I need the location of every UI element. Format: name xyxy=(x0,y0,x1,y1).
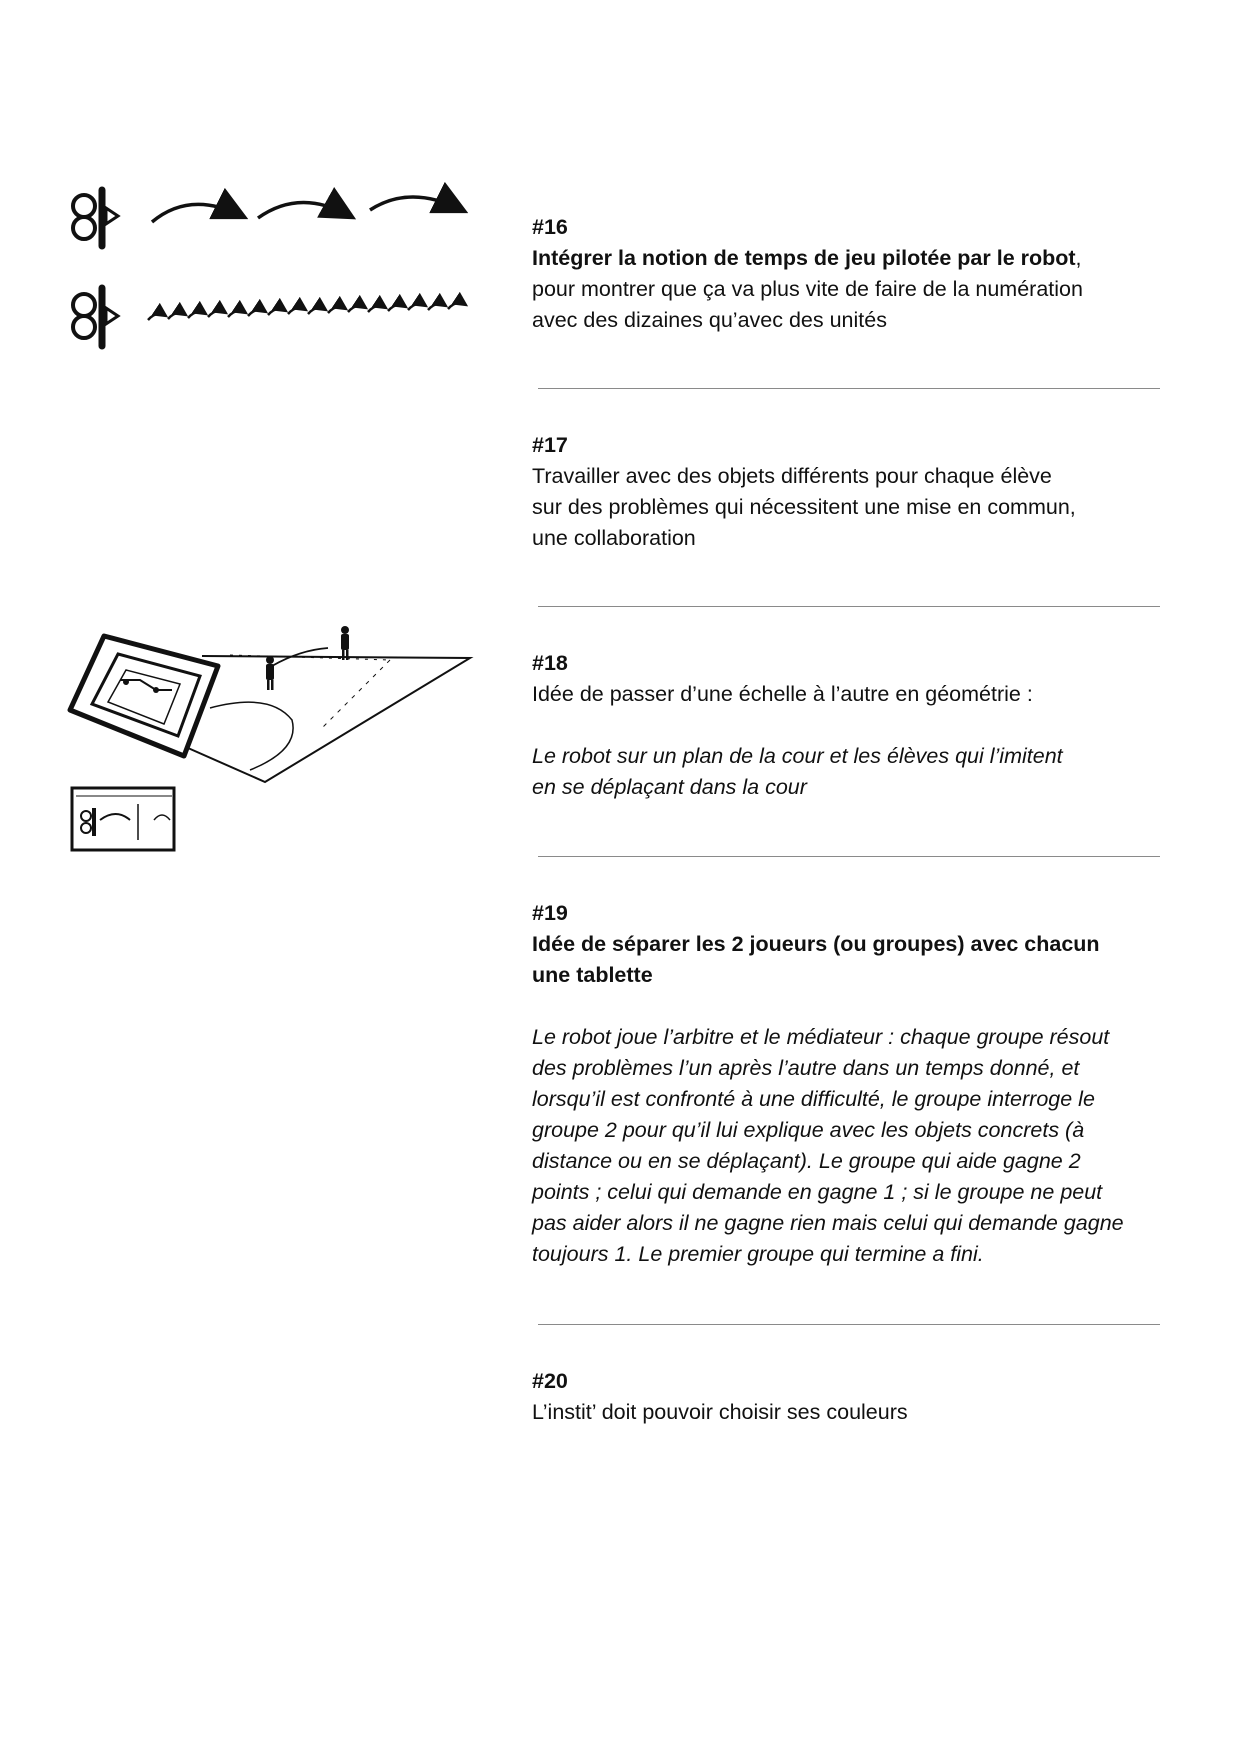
item-italic-line: Le robot joue l’arbitre et le médiateur : chaque groupe résout xyxy=(532,1025,1110,1049)
robot-arrows-sketch xyxy=(60,180,500,380)
divider xyxy=(538,606,1160,607)
item-number: #18 xyxy=(532,651,568,675)
item-16 xyxy=(532,212,1172,336)
item-number: #19 xyxy=(532,901,568,925)
divider xyxy=(538,856,1160,857)
item-text-line: Idée de passer d’une échelle à l’autre en géométrie : xyxy=(532,682,1033,706)
item-italic-line: des problèmes l’un après l’autre dans un temps donné, et xyxy=(532,1056,1080,1080)
robot-icon xyxy=(73,288,118,346)
item-number: #16 xyxy=(532,215,568,239)
item-italic-line: groupe 2 pour qu’il lui explique avec les objets concrets (à xyxy=(532,1118,1085,1142)
tablet-icon xyxy=(70,636,218,756)
item-text-line: sur des problèmes qui nécessitent une mise en commun, xyxy=(532,495,1076,519)
item-text-line: une collaboration xyxy=(532,526,696,550)
item-bold-line: Idée de séparer les 2 joueurs (ou groupes) avec chacun xyxy=(532,932,1100,956)
item-number: #17 xyxy=(532,433,568,457)
item-text-line: pour montrer que ça va plus vite de faire de la numération xyxy=(532,277,1083,301)
item-20 xyxy=(532,1366,1172,1428)
item-italic-line: Le robot sur un plan de la cour et les élèves qui l’imitent xyxy=(532,744,1063,768)
robot-icon xyxy=(73,190,118,246)
item-title-bold: Intégrer la notion de temps de jeu pilotée par le robot xyxy=(532,246,1076,270)
item-text-line: L’instit’ doit pouvoir choisir ses couleurs xyxy=(532,1400,908,1424)
student-figure xyxy=(266,656,274,690)
item-17 xyxy=(532,430,1172,554)
tablet-court-drawing xyxy=(60,620,480,860)
divider xyxy=(538,388,1160,389)
robot-arrows-drawing xyxy=(60,180,500,380)
student-figure xyxy=(341,626,349,660)
item-number: #20 xyxy=(532,1369,568,1393)
item-title xyxy=(532,243,1172,274)
item-bold-line: une tablette xyxy=(532,963,653,987)
tablet-court-sketch xyxy=(60,620,480,860)
item-italic-line: toujours 1. Le premier groupe qui termine a fini. xyxy=(532,1242,984,1266)
item-text-line: Travailler avec des objets différents pour chaque élève xyxy=(532,464,1052,488)
item-italic-line: points ; celui qui demande en gagne 1 ; si le groupe ne peut xyxy=(532,1180,1103,1204)
divider xyxy=(538,1324,1160,1325)
item-italic-line: distance ou en se déplaçant). Le groupe qui aide gagne 2 xyxy=(532,1149,1081,1173)
item-19 xyxy=(532,898,1172,1270)
item-italic-line: lorsqu’il est confronté à une difficulté, le groupe interroge le xyxy=(532,1087,1095,1111)
item-text-line: avec des dizaines qu’avec des unités xyxy=(532,308,887,332)
item-italic-line: en se déplaçant dans la cour xyxy=(532,775,807,799)
item-italic-line: pas aider alors il ne gagne rien mais celui qui demande gagne xyxy=(532,1211,1124,1235)
item-title-suffix: , xyxy=(1075,246,1082,270)
item-18 xyxy=(532,648,1172,803)
robot-plan-thumbnail xyxy=(72,788,174,850)
